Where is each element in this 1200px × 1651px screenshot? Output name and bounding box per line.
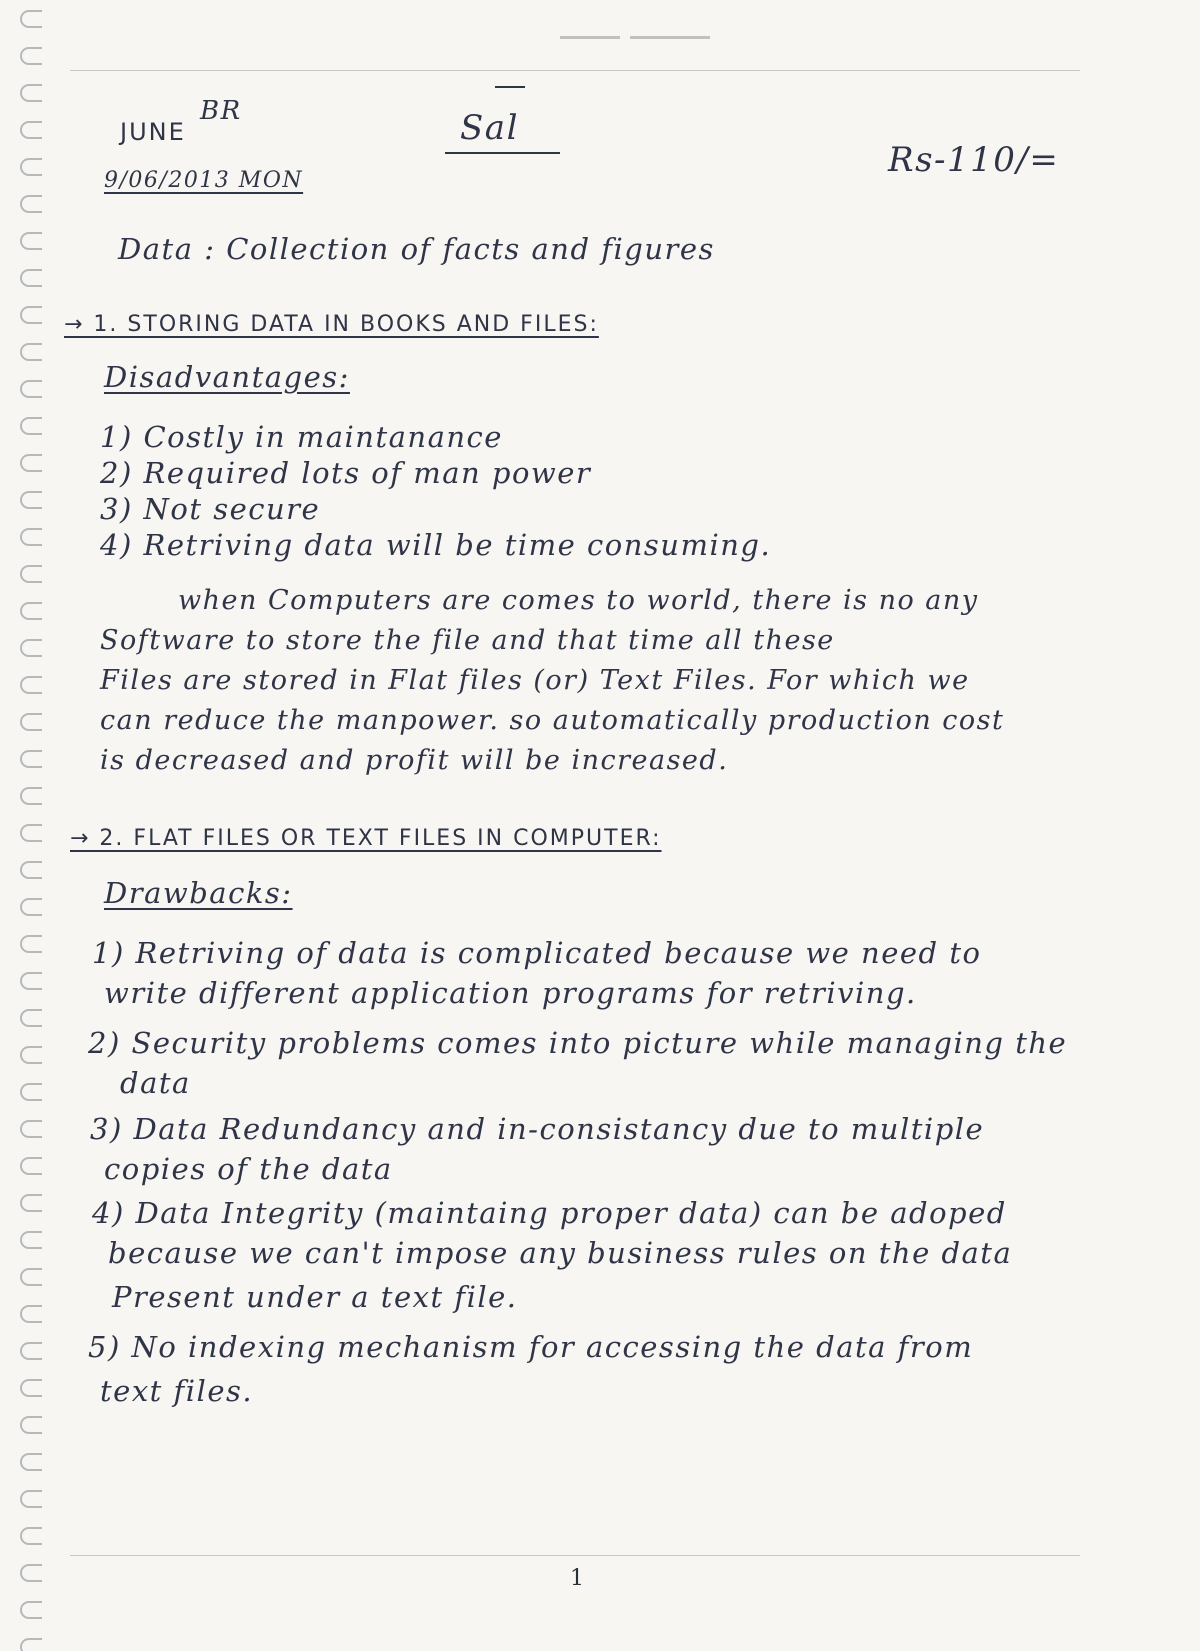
list-item: 1) Costly in maintanance xyxy=(100,420,503,454)
binding-hole xyxy=(20,380,42,398)
binding-hole xyxy=(20,417,42,435)
list-item: copies of the data xyxy=(104,1152,393,1186)
binding-hole xyxy=(20,1527,42,1545)
binding-hole xyxy=(20,84,42,102)
section-1-subheading: Disadvantages: xyxy=(104,360,350,394)
binding-hole xyxy=(20,343,42,361)
binding-hole xyxy=(20,1194,42,1212)
list-item: Present under a text file. xyxy=(112,1280,518,1314)
binding-hole xyxy=(20,602,42,620)
paragraph-line: when Computers are comes to world, there is no any xyxy=(178,585,979,616)
binding-hole xyxy=(20,1231,42,1249)
list-item: 1) Retriving of data is complicated because we need to xyxy=(92,936,982,970)
binding-hole xyxy=(20,1564,42,1582)
binding-hole xyxy=(20,158,42,176)
binding-hole xyxy=(20,787,42,805)
section-2-heading: → 2. FLAT FILES OR TEXT FILES IN COMPUTER: xyxy=(70,826,662,851)
spiral-binding xyxy=(6,0,50,1651)
binding-hole xyxy=(20,1083,42,1101)
subject-title: Sal xyxy=(460,108,519,148)
binding-hole xyxy=(20,47,42,65)
binding-hole xyxy=(20,232,42,250)
paragraph-line: Software to store the file and that time all these xyxy=(100,625,835,656)
paragraph-line: Files are stored in Flat files (or) Text Files. For which we xyxy=(100,665,970,696)
binding-hole xyxy=(20,121,42,139)
binding-hole xyxy=(20,972,42,990)
list-item: 2) Security problems comes into picture while managing the xyxy=(88,1026,1068,1060)
binding-hole xyxy=(20,861,42,879)
list-item: 3) Not secure xyxy=(100,492,321,526)
list-item: 5) No indexing mechanism for accessing the data from xyxy=(88,1330,974,1364)
list-item: 2) Required lots of man power xyxy=(100,456,592,490)
binding-hole xyxy=(20,1157,42,1175)
binding-hole xyxy=(20,935,42,953)
top-rule xyxy=(70,70,1080,71)
binding-hole xyxy=(20,1490,42,1508)
binding-hole xyxy=(20,898,42,916)
date-label: 9/06/2013 MON xyxy=(104,168,304,193)
binding-hole xyxy=(20,10,42,28)
section-1-heading: → 1. STORING DATA IN BOOKS AND FILES: xyxy=(64,312,599,337)
binding-hole xyxy=(20,1416,42,1434)
binding-hole xyxy=(20,1305,42,1323)
list-item: text files. xyxy=(100,1374,254,1408)
binding-hole xyxy=(20,676,42,694)
page-number: 1 xyxy=(570,1566,584,1591)
data-definition: Data : Collection of facts and figures xyxy=(118,232,715,266)
section-2-subheading: Drawbacks: xyxy=(104,876,293,910)
binding-hole xyxy=(20,713,42,731)
binding-hole xyxy=(20,1268,42,1286)
list-item: 4) Retriving data will be time consuming. xyxy=(100,528,772,562)
binding-hole xyxy=(20,750,42,768)
month-label: JUNE xyxy=(120,118,186,146)
binding-hole xyxy=(20,454,42,472)
binding-hole xyxy=(20,528,42,546)
binding-hole xyxy=(20,1120,42,1138)
paragraph-line: can reduce the manpower. so automatically production cost xyxy=(100,705,1005,736)
binding-hole xyxy=(20,1453,42,1471)
binding-hole xyxy=(20,1379,42,1397)
binding-hole xyxy=(20,639,42,657)
binding-hole xyxy=(20,195,42,213)
month-note: BR xyxy=(200,96,242,126)
subject-mark xyxy=(495,86,525,88)
scan-mark xyxy=(560,36,620,39)
list-item: 3) Data Redundancy and in-consistancy due to multiple xyxy=(90,1112,985,1146)
subject-underline xyxy=(445,152,560,154)
paragraph-line: is decreased and profit will be increased. xyxy=(100,745,729,776)
scan-mark xyxy=(630,36,710,39)
binding-hole xyxy=(20,565,42,583)
binding-hole xyxy=(20,269,42,287)
binding-hole xyxy=(20,306,42,324)
list-item: 4) Data Integrity (maintaing proper data) can be adoped xyxy=(92,1196,1007,1230)
binding-hole xyxy=(20,1342,42,1360)
binding-hole xyxy=(20,824,42,842)
binding-hole xyxy=(20,1009,42,1027)
list-item: because we can't impose any business rules on the data xyxy=(108,1236,1013,1270)
binding-hole xyxy=(20,1601,42,1619)
binding-hole xyxy=(20,491,42,509)
binding-hole xyxy=(20,1046,42,1064)
binding-hole xyxy=(20,1638,42,1651)
list-item: data xyxy=(120,1066,191,1100)
price-label: Rs-110/= xyxy=(888,140,1060,180)
list-item: write different application programs for retriving. xyxy=(104,976,917,1010)
bottom-rule xyxy=(70,1555,1080,1556)
